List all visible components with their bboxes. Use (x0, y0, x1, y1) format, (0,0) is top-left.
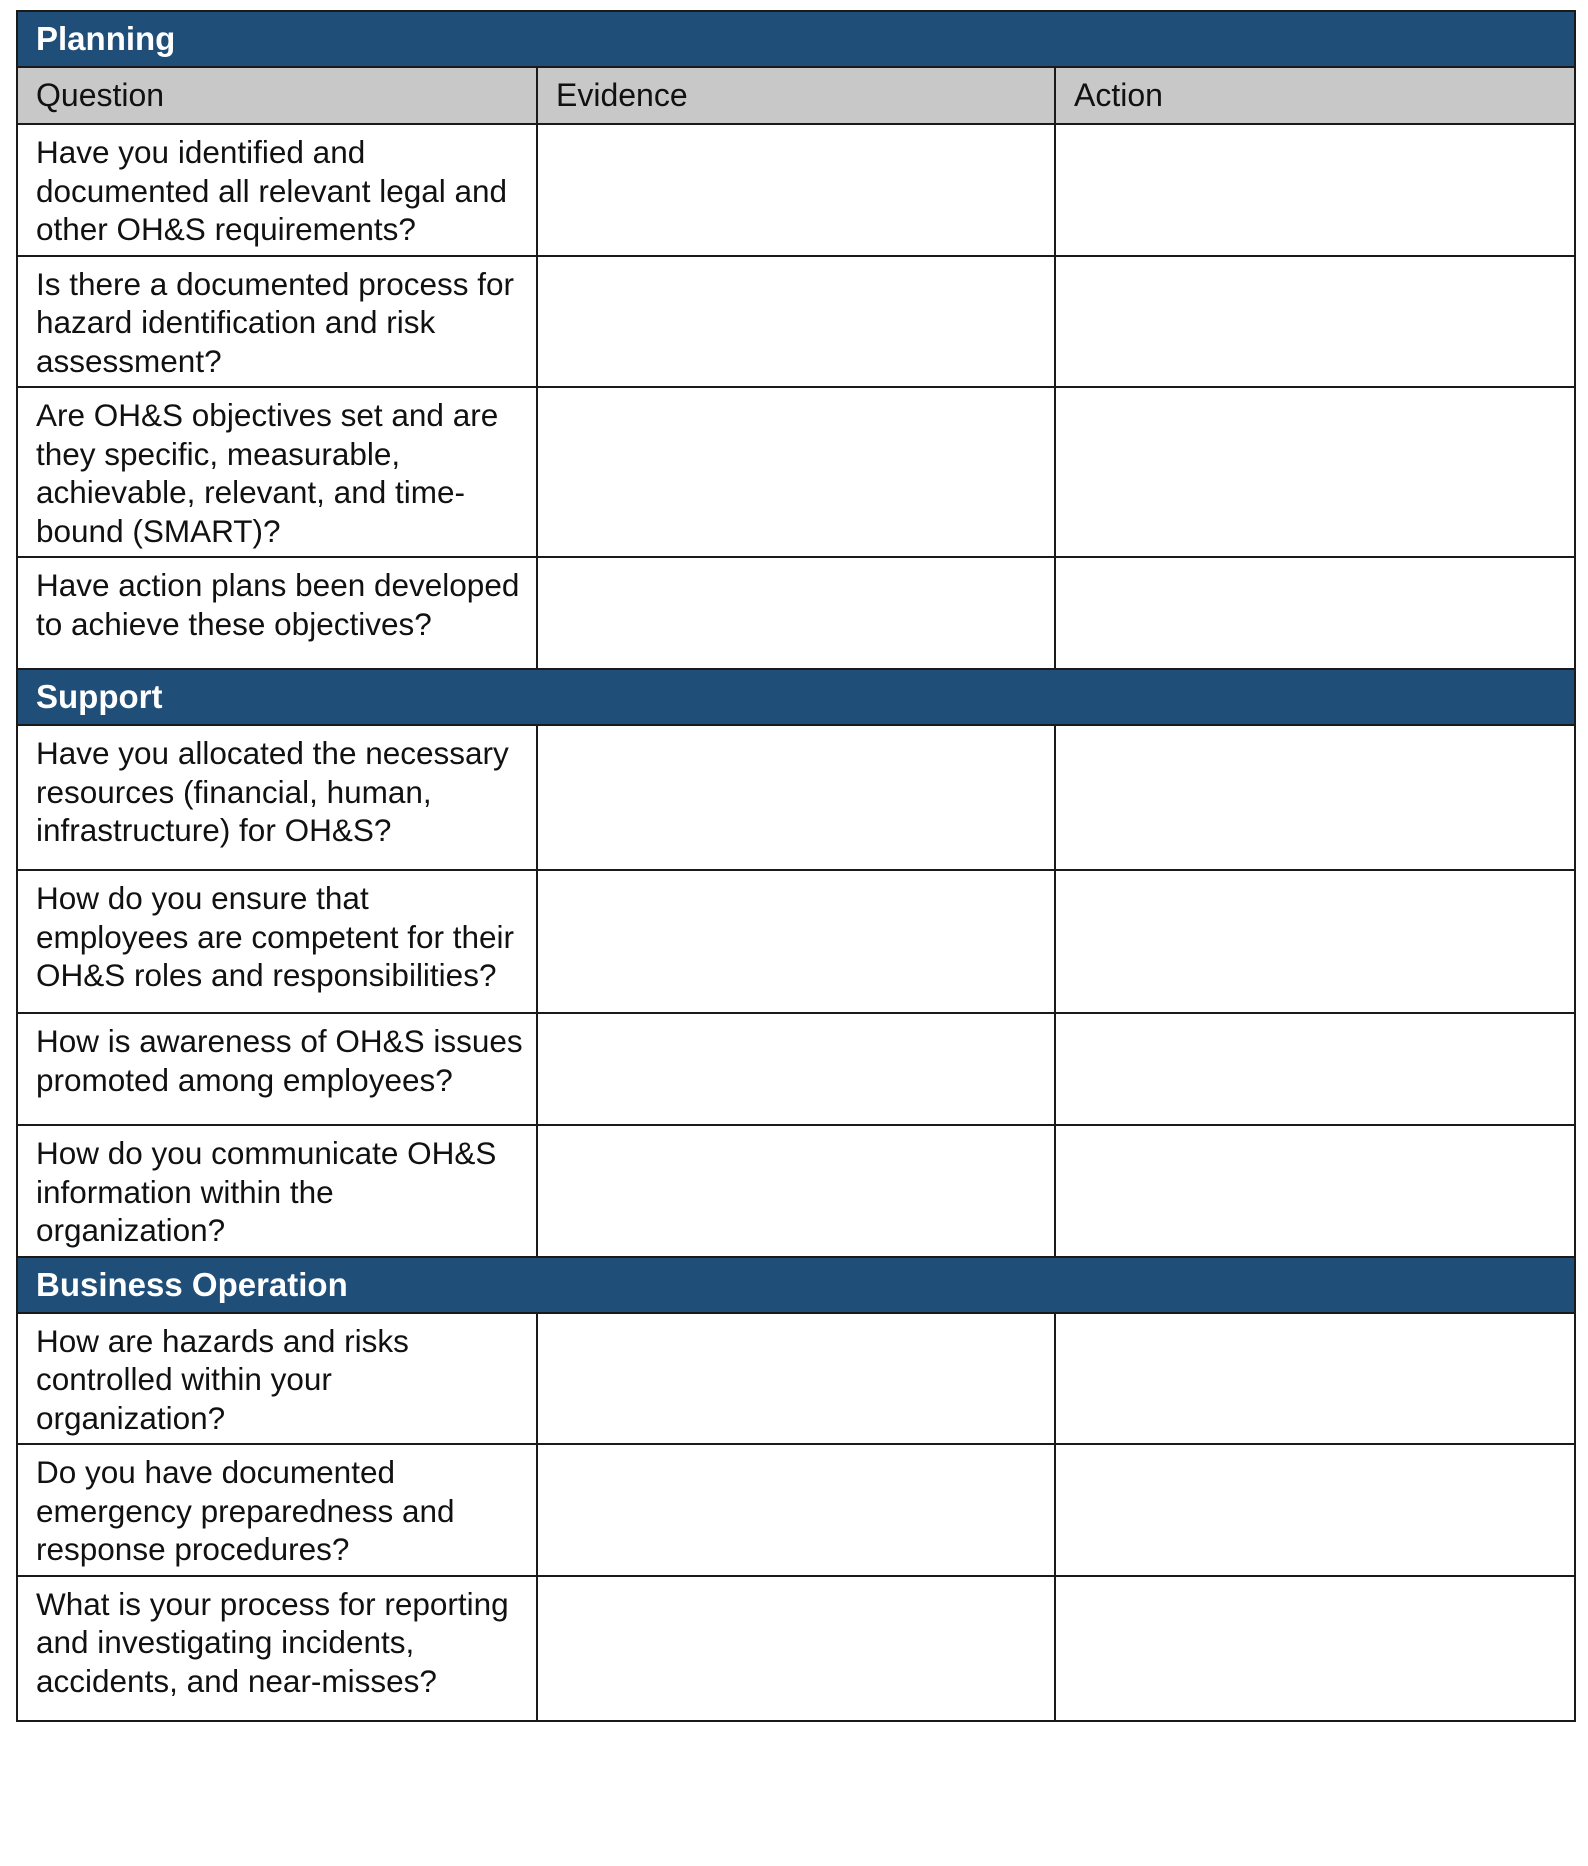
table-row (17, 256, 1575, 388)
action-cell[interactable] (1055, 1125, 1575, 1257)
question-cell: Do you have documented emergency preparedness and response procedures? (17, 1444, 537, 1576)
audit-checklist-table (16, 10, 1576, 1722)
section-title: Business Operation (17, 1257, 1575, 1313)
table-row (17, 870, 1575, 1013)
evidence-cell[interactable] (537, 1313, 1055, 1445)
table-row (17, 557, 1575, 669)
question-cell: How are hazards and risks controlled within your organization? (17, 1313, 537, 1445)
action-cell[interactable] (1055, 1444, 1575, 1576)
question-cell: How do you ensure that employees are competent for their OH&S roles and responsibilities? (17, 870, 537, 1013)
action-cell[interactable] (1055, 725, 1575, 870)
action-cell[interactable] (1055, 124, 1575, 256)
evidence-cell[interactable] (537, 256, 1055, 388)
action-cell[interactable] (1055, 256, 1575, 388)
section-title: Support (17, 669, 1575, 725)
action-cell[interactable] (1055, 557, 1575, 669)
evidence-cell[interactable] (537, 1576, 1055, 1721)
section-title: Planning (17, 11, 1575, 67)
question-cell: Have you identified and documented all relevant legal and other OH&S requirements? (17, 124, 537, 256)
question-cell: Have you allocated the necessary resources (financial, human, infrastructure) for OH&S? (17, 725, 537, 870)
question-cell: Is there a documented process for hazard identification and risk assessment? (17, 256, 537, 388)
question-cell: Have action plans been developed to achieve these objectives? (17, 557, 537, 669)
question-cell: What is your process for reporting and investigating incidents, accidents, and near-misses? (17, 1576, 537, 1721)
evidence-cell[interactable] (537, 1013, 1055, 1125)
table-row (17, 1313, 1575, 1445)
column-header-row (17, 67, 1575, 124)
action-cell[interactable] (1055, 870, 1575, 1013)
section-row-business-operation (17, 1257, 1575, 1313)
question-cell: How do you communicate OH&S information within the organization? (17, 1125, 537, 1257)
evidence-cell[interactable] (537, 124, 1055, 256)
checklist-document (16, 10, 1574, 1722)
evidence-cell[interactable] (537, 1444, 1055, 1576)
section-row-planning (17, 11, 1575, 67)
column-header-evidence: Evidence (537, 67, 1055, 124)
table-row (17, 725, 1575, 870)
evidence-cell[interactable] (537, 870, 1055, 1013)
action-cell[interactable] (1055, 1576, 1575, 1721)
checklist-body (17, 11, 1575, 1721)
action-cell[interactable] (1055, 387, 1575, 557)
column-header-question: Question (17, 67, 537, 124)
action-cell[interactable] (1055, 1013, 1575, 1125)
action-cell[interactable] (1055, 1313, 1575, 1445)
table-row (17, 1125, 1575, 1257)
table-row (17, 1013, 1575, 1125)
evidence-cell[interactable] (537, 387, 1055, 557)
question-cell: Are OH&S objectives set and are they specific, measurable, achievable, relevant, and time-bound (SMART)? (17, 387, 537, 557)
table-row (17, 387, 1575, 557)
evidence-cell[interactable] (537, 725, 1055, 870)
section-row-support (17, 669, 1575, 725)
column-header-action: Action (1055, 67, 1575, 124)
evidence-cell[interactable] (537, 1125, 1055, 1257)
question-cell: How is awareness of OH&S issues promoted among employees? (17, 1013, 537, 1125)
table-row (17, 1444, 1575, 1576)
table-row (17, 1576, 1575, 1721)
evidence-cell[interactable] (537, 557, 1055, 669)
table-row (17, 124, 1575, 256)
